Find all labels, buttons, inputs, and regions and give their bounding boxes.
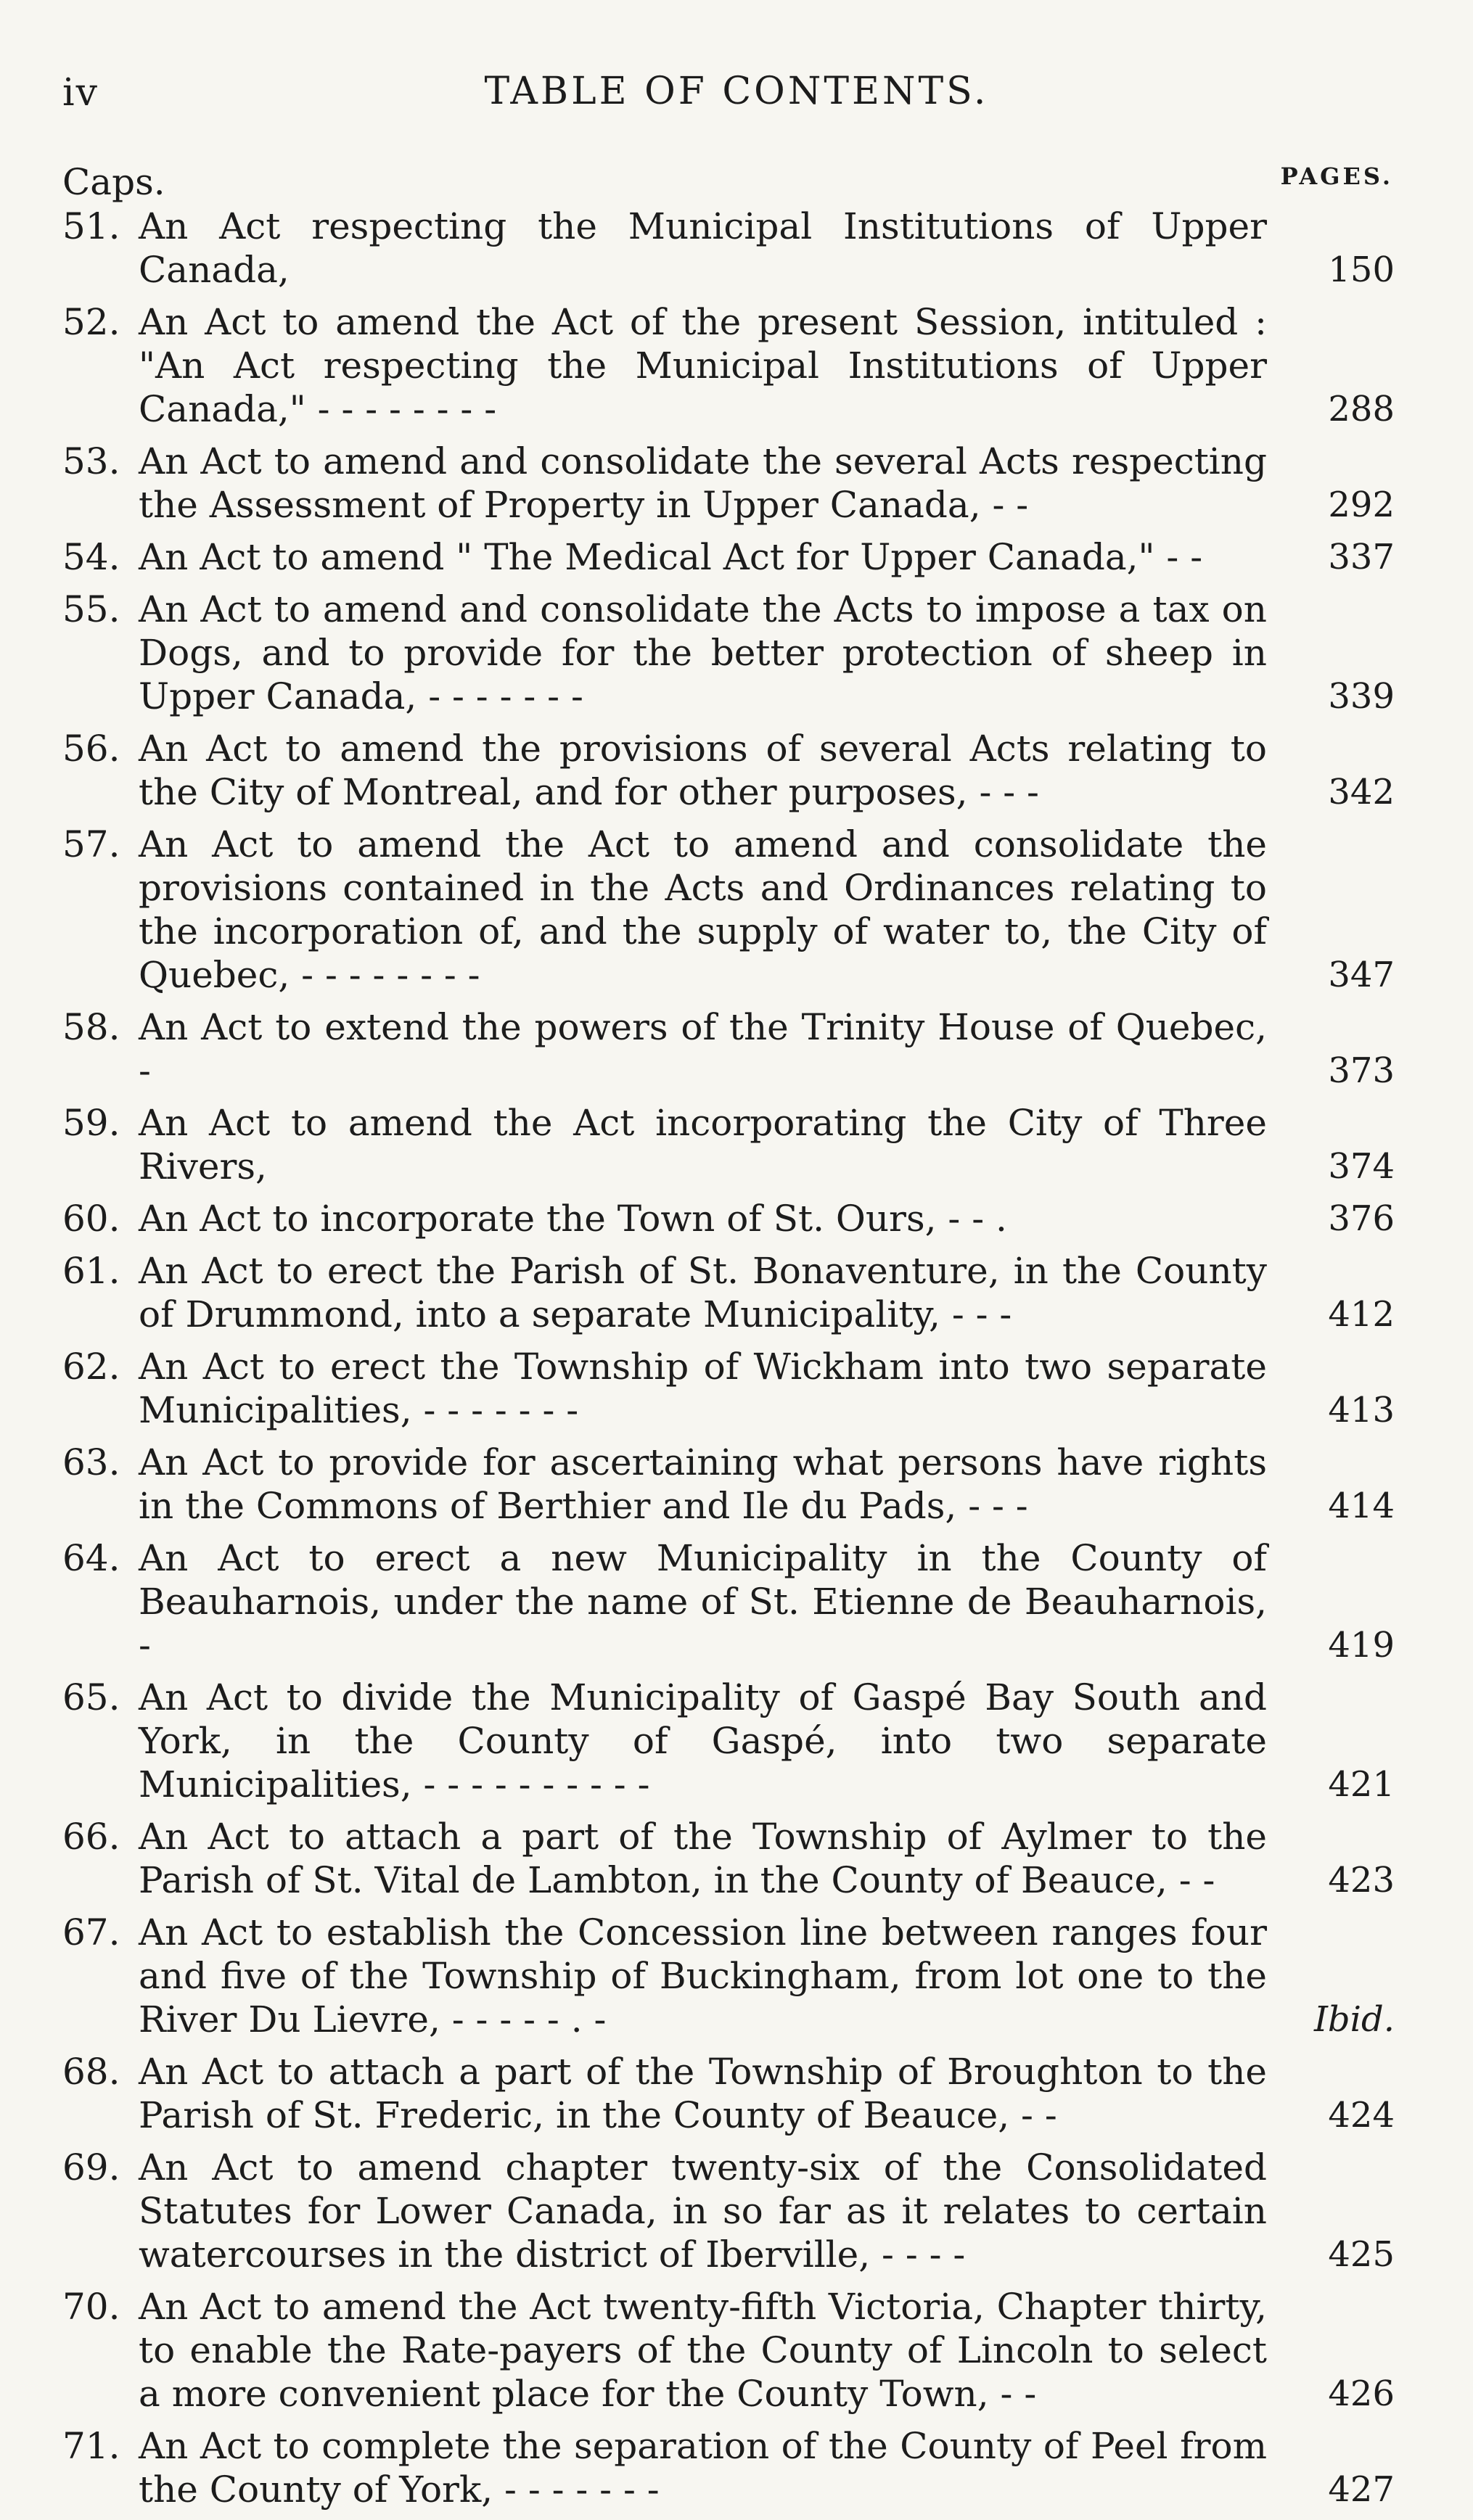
toc-entry (62, 1676, 1395, 1806)
act-title: An Act to erect the Township of Wickham into two separate Municipalities, - - - - - - - (139, 1346, 1267, 1431)
act-title: An Act to amend and consolidate the several Acts respecting the Assessment of Property in Upper Canada, - - (139, 440, 1267, 526)
page-reference: 337 (1328, 537, 1395, 577)
chapter-number: 56. (62, 728, 120, 770)
chapter-number: 69. (62, 2146, 120, 2188)
act-title: An Act to attach a part of the Township of Broughton to the Parish of St. Frederic, in the County of Beauce, - - (139, 2051, 1267, 2136)
act-title: An Act respecting the Municipal Institutions of Upper Canada, (139, 205, 1267, 291)
toc-entry (62, 1441, 1395, 1528)
chapter-number: 70. (62, 2286, 120, 2328)
chapter-number: 65. (62, 1676, 120, 1718)
toc-entry (62, 2285, 1395, 2416)
chapter-number: 64. (62, 1537, 120, 1579)
page-reference: 376 (1328, 1198, 1395, 1239)
chapter-number: 63. (62, 1441, 120, 1483)
chapter-number: 54. (62, 536, 120, 578)
page-reference: 424 (1328, 2095, 1395, 2136)
chapter-number: 61. (62, 1250, 120, 1292)
toc-entry (62, 440, 1395, 527)
chapter-number: 68. (62, 2051, 120, 2093)
page-reference: 413 (1328, 1390, 1395, 1430)
act-title: An Act to incorporate the Town of St. Ours, - - . (139, 1198, 1007, 1240)
chapter-number: 57. (62, 823, 120, 865)
act-title: An Act to attach a part of the Township of Aylmer to the Parish of St. Vital de Lambton, in the County of Beauce, - - (139, 1816, 1267, 1901)
page-reference: Ibid. (1313, 1999, 1395, 2040)
page-reference: 427 (1328, 2469, 1395, 2510)
contents-list (62, 205, 1395, 2520)
toc-entry (62, 205, 1395, 292)
act-title: An Act to amend the Act incorporating the City of Three Rivers, (139, 1102, 1267, 1187)
act-title: An Act to amend and consolidate the Acts to impose a tax on Dogs, and to provide for the better protection of sheep in Upper Canada, - - - - - - - (139, 588, 1267, 717)
page-reference: 150 (1328, 250, 1395, 290)
toc-entry (62, 2146, 1395, 2276)
act-title: An Act to erect the Parish of St. Bonaventure, in the County of Drummond, into a separate Municipality, - - - (139, 1250, 1267, 1335)
toc-entry (62, 2424, 1395, 2511)
page-title: TABLE OF CONTENTS. (484, 70, 989, 113)
chapter-number: 62. (62, 1346, 120, 1388)
caps-column-header: Caps. (62, 161, 165, 203)
page-reference: 414 (1328, 1486, 1395, 1526)
page-number: iv (62, 71, 99, 115)
act-title: An Act to amend the Act to amend and consolidate the provisions contained in the Acts and Ordinances relating to the incorporation of, and the supply of water to, the City of Quebec, - - - - - - - - (139, 823, 1267, 996)
toc-entry (62, 823, 1395, 997)
page-reference: 419 (1328, 1625, 1395, 1665)
page-reference: 347 (1328, 955, 1395, 995)
page-reference: 423 (1328, 1860, 1395, 1901)
chapter-number: 67. (62, 1911, 120, 1953)
chapter-number: 58. (62, 1006, 120, 1048)
toc-entry (62, 1536, 1395, 1667)
chapter-number: 53. (62, 440, 120, 482)
act-title: An Act to divide the Municipality of Gaspé Bay South and York, in the County of Gaspé, into two separate Municipalities, - - - - - - - - - - (139, 1676, 1267, 1805)
act-title: An Act to extend the powers of the Trinity House of Quebec, - (139, 1006, 1267, 1092)
toc-entry (62, 1815, 1395, 1902)
act-title: An Act to amend the Act twenty-fifth Victoria, Chapter thirty, to enable the Rate-payers of the County of Lincoln to select a more convenient place for the County Town, - - (139, 2286, 1267, 2415)
page-reference: 342 (1328, 772, 1395, 812)
page-reference: 288 (1328, 389, 1395, 429)
chapter-number: 51. (62, 205, 120, 247)
page-reference: 425 (1328, 2234, 1395, 2275)
act-title: An Act to amend the Act of the present Session, intituled : "An Act respecting the Municipal Institutions of Upper Canada," - - - - - - - - (139, 301, 1267, 430)
page-reference: 373 (1328, 1050, 1395, 1091)
act-title: An Act to amend chapter twenty-six of the Consolidated Statutes for Lower Canada, in so far as it relates to certain watercourses in the district of Iberville, - - - - (139, 2146, 1267, 2276)
chapter-number: 66. (62, 1816, 120, 1858)
page-reference: 412 (1328, 1294, 1395, 1335)
chapter-number: 60. (62, 1198, 120, 1240)
act-title: An Act to provide for ascertaining what persons have rights in the Commons of Berthier and Ile du Pads, - - - (139, 1441, 1267, 1527)
pages-column-header: PAGES. (1280, 162, 1393, 190)
page-reference: 292 (1328, 485, 1395, 525)
act-title: An Act to amend " The Medical Act for Upper Canada," - - (139, 536, 1203, 578)
toc-entry (62, 1345, 1395, 1432)
toc-entry (62, 588, 1395, 718)
chapter-number: 55. (62, 588, 120, 630)
toc-entry (62, 1197, 1395, 1240)
act-title: An Act to complete the separation of the County of Peel from the County of York, - - - - - - - (139, 2425, 1267, 2511)
page-reference: 421 (1328, 1764, 1395, 1805)
chapter-number: 59. (62, 1102, 120, 1144)
toc-entry (62, 1911, 1395, 2041)
act-title: An Act to amend the provisions of several Acts relating to the City of Montreal, and for other purposes, - - - (139, 728, 1267, 813)
toc-entry (62, 1249, 1395, 1336)
toc-entry (62, 2050, 1395, 2137)
toc-entry (62, 300, 1395, 431)
page-reference: 426 (1328, 2373, 1395, 2414)
act-title: An Act to erect a new Municipality in the County of Beauharnois, under the name of St. Etienne de Beauharnois, - (139, 1537, 1267, 1666)
toc-entry (62, 1005, 1395, 1092)
act-title: An Act to establish the Concession line between ranges four and five of the Township of Buckingham, from lot one to the River Du Lievre, - - - - - . - (139, 1911, 1267, 2041)
toc-entry (62, 1101, 1395, 1188)
chapter-number: 52. (62, 301, 120, 343)
toc-entry (62, 727, 1395, 814)
chapter-number: 71. (62, 2425, 120, 2467)
toc-entry (62, 535, 1395, 579)
page-reference: 339 (1328, 676, 1395, 717)
page-reference: 374 (1328, 1146, 1395, 1187)
